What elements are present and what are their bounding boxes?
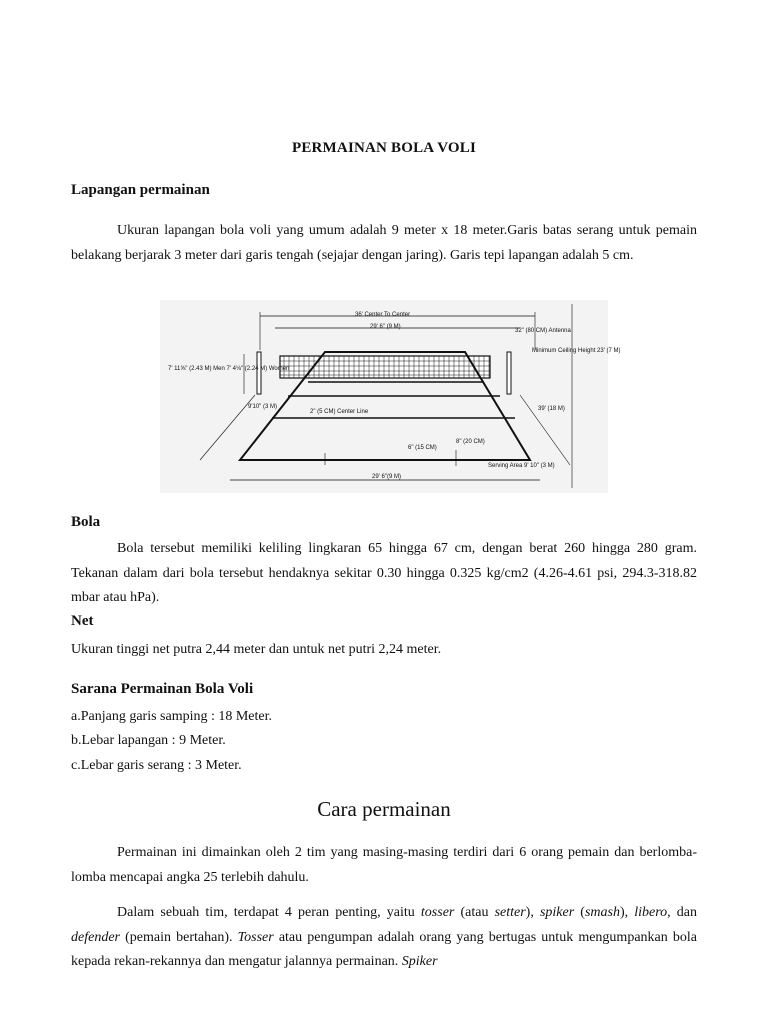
text-run: (pemain bertahan).: [119, 929, 238, 945]
term-setter: setter: [494, 905, 526, 920]
court-diagram-svg: [160, 300, 621, 493]
heading-court: Lapangan permainan: [71, 182, 210, 198]
text-run: ),: [525, 905, 540, 920]
text-run: ),: [619, 905, 635, 920]
label-width-top: 29' 6" (9 M): [370, 324, 401, 330]
paragraph-play-1: Permainan ini dimainkan oleh 2 tim yang masing-masing terdiri dari 6 orang pemain dan berlomba-lomba mencapai angka 25 terlebih dahulu.: [71, 845, 697, 885]
label-width-bottom: 29' 6"(9 M): [372, 474, 401, 480]
text-run: (atau: [454, 905, 495, 920]
term-smash: smash: [584, 905, 620, 920]
term-tosser: Tosser: [237, 929, 274, 945]
paragraph-ball: Bola tersebut memiliki keliling lingkaran 65 hingga 67 cm, dengan berat 260 hingga 280 gram. Tekanan dalam dari bola tersebut hendaknya sekitar 0.30 hingga 0.325 kg/cm2 (4.26-4.61 psi, 294.3-318.82 mbar atau hPa).: [71, 541, 697, 605]
label-ceiling: Minimum Ceiling Height 23' (7 M): [532, 348, 621, 354]
label-center-line: 2" (5 CM) Center Line: [310, 409, 369, 415]
heading-net: Net: [71, 613, 94, 629]
text-run: Dalam sebuah tim, terdapat 4 peran penting, yaitu: [117, 905, 421, 920]
list-item: a.Panjang garis samping : 18 Meter.: [71, 709, 273, 724]
label-net-heights: 7' 11⅝" (2.43 M) Men 7' 4⅛" (2.24 M) Women: [168, 366, 290, 372]
heading-facilities: Sarana Permainan Bola Voli: [71, 681, 254, 697]
label-eight-inch: 8" (20 CM): [456, 439, 485, 445]
court-diagram: [160, 300, 621, 493]
term-spiker: Spiker: [401, 954, 438, 969]
label-antenna: 32" (80 CM) Antenna: [515, 328, 571, 334]
text-run: atau pengumpan adalah orang yang bertugas untuk mengumpankan bola kepada rekan-rekannya dan mengatur jalannya permainan.: [71, 929, 697, 969]
text-run: , dan: [667, 905, 697, 920]
list-item: c.Lebar garis serang : 3 Meter.: [71, 758, 242, 773]
paragraph-net: Ukuran tinggi net putra 2,44 meter dan untuk net putri 2,24 meter.: [71, 642, 442, 657]
label-serving-area: Serving Area 9' 10" (3 M): [488, 463, 555, 469]
term-defender: defender: [71, 929, 120, 945]
heading-play: Cara permainan: [317, 797, 451, 821]
heading-ball: Bola: [71, 514, 101, 530]
label-center-to-center: 36' Center To Center: [355, 312, 411, 318]
document-title: PERMAINAN BOLA VOLI: [291, 140, 477, 156]
paragraph-court: Ukuran lapangan bola voli yang umum adalah 9 meter x 18 meter.Garis batas serang untuk pemain belakang berjarak 3 meter dari garis tengah (sejajar dengan jaring). Garis tepi lapangan adalah 5 cm.: [71, 223, 697, 263]
term-tosser: tosser: [420, 905, 455, 920]
term-libero: libero: [634, 905, 668, 920]
label-six-inch: 6" (15 CM): [408, 445, 437, 451]
text-run: (: [574, 905, 585, 920]
paragraph-play-2: [71, 901, 697, 975]
label-length: 39' (18 M): [538, 406, 565, 412]
label-attack-line: 9'10" (3 M): [248, 404, 277, 410]
list-item: b.Lebar lapangan : 9 Meter.: [71, 733, 226, 748]
term-spiker: spiker: [539, 905, 575, 920]
